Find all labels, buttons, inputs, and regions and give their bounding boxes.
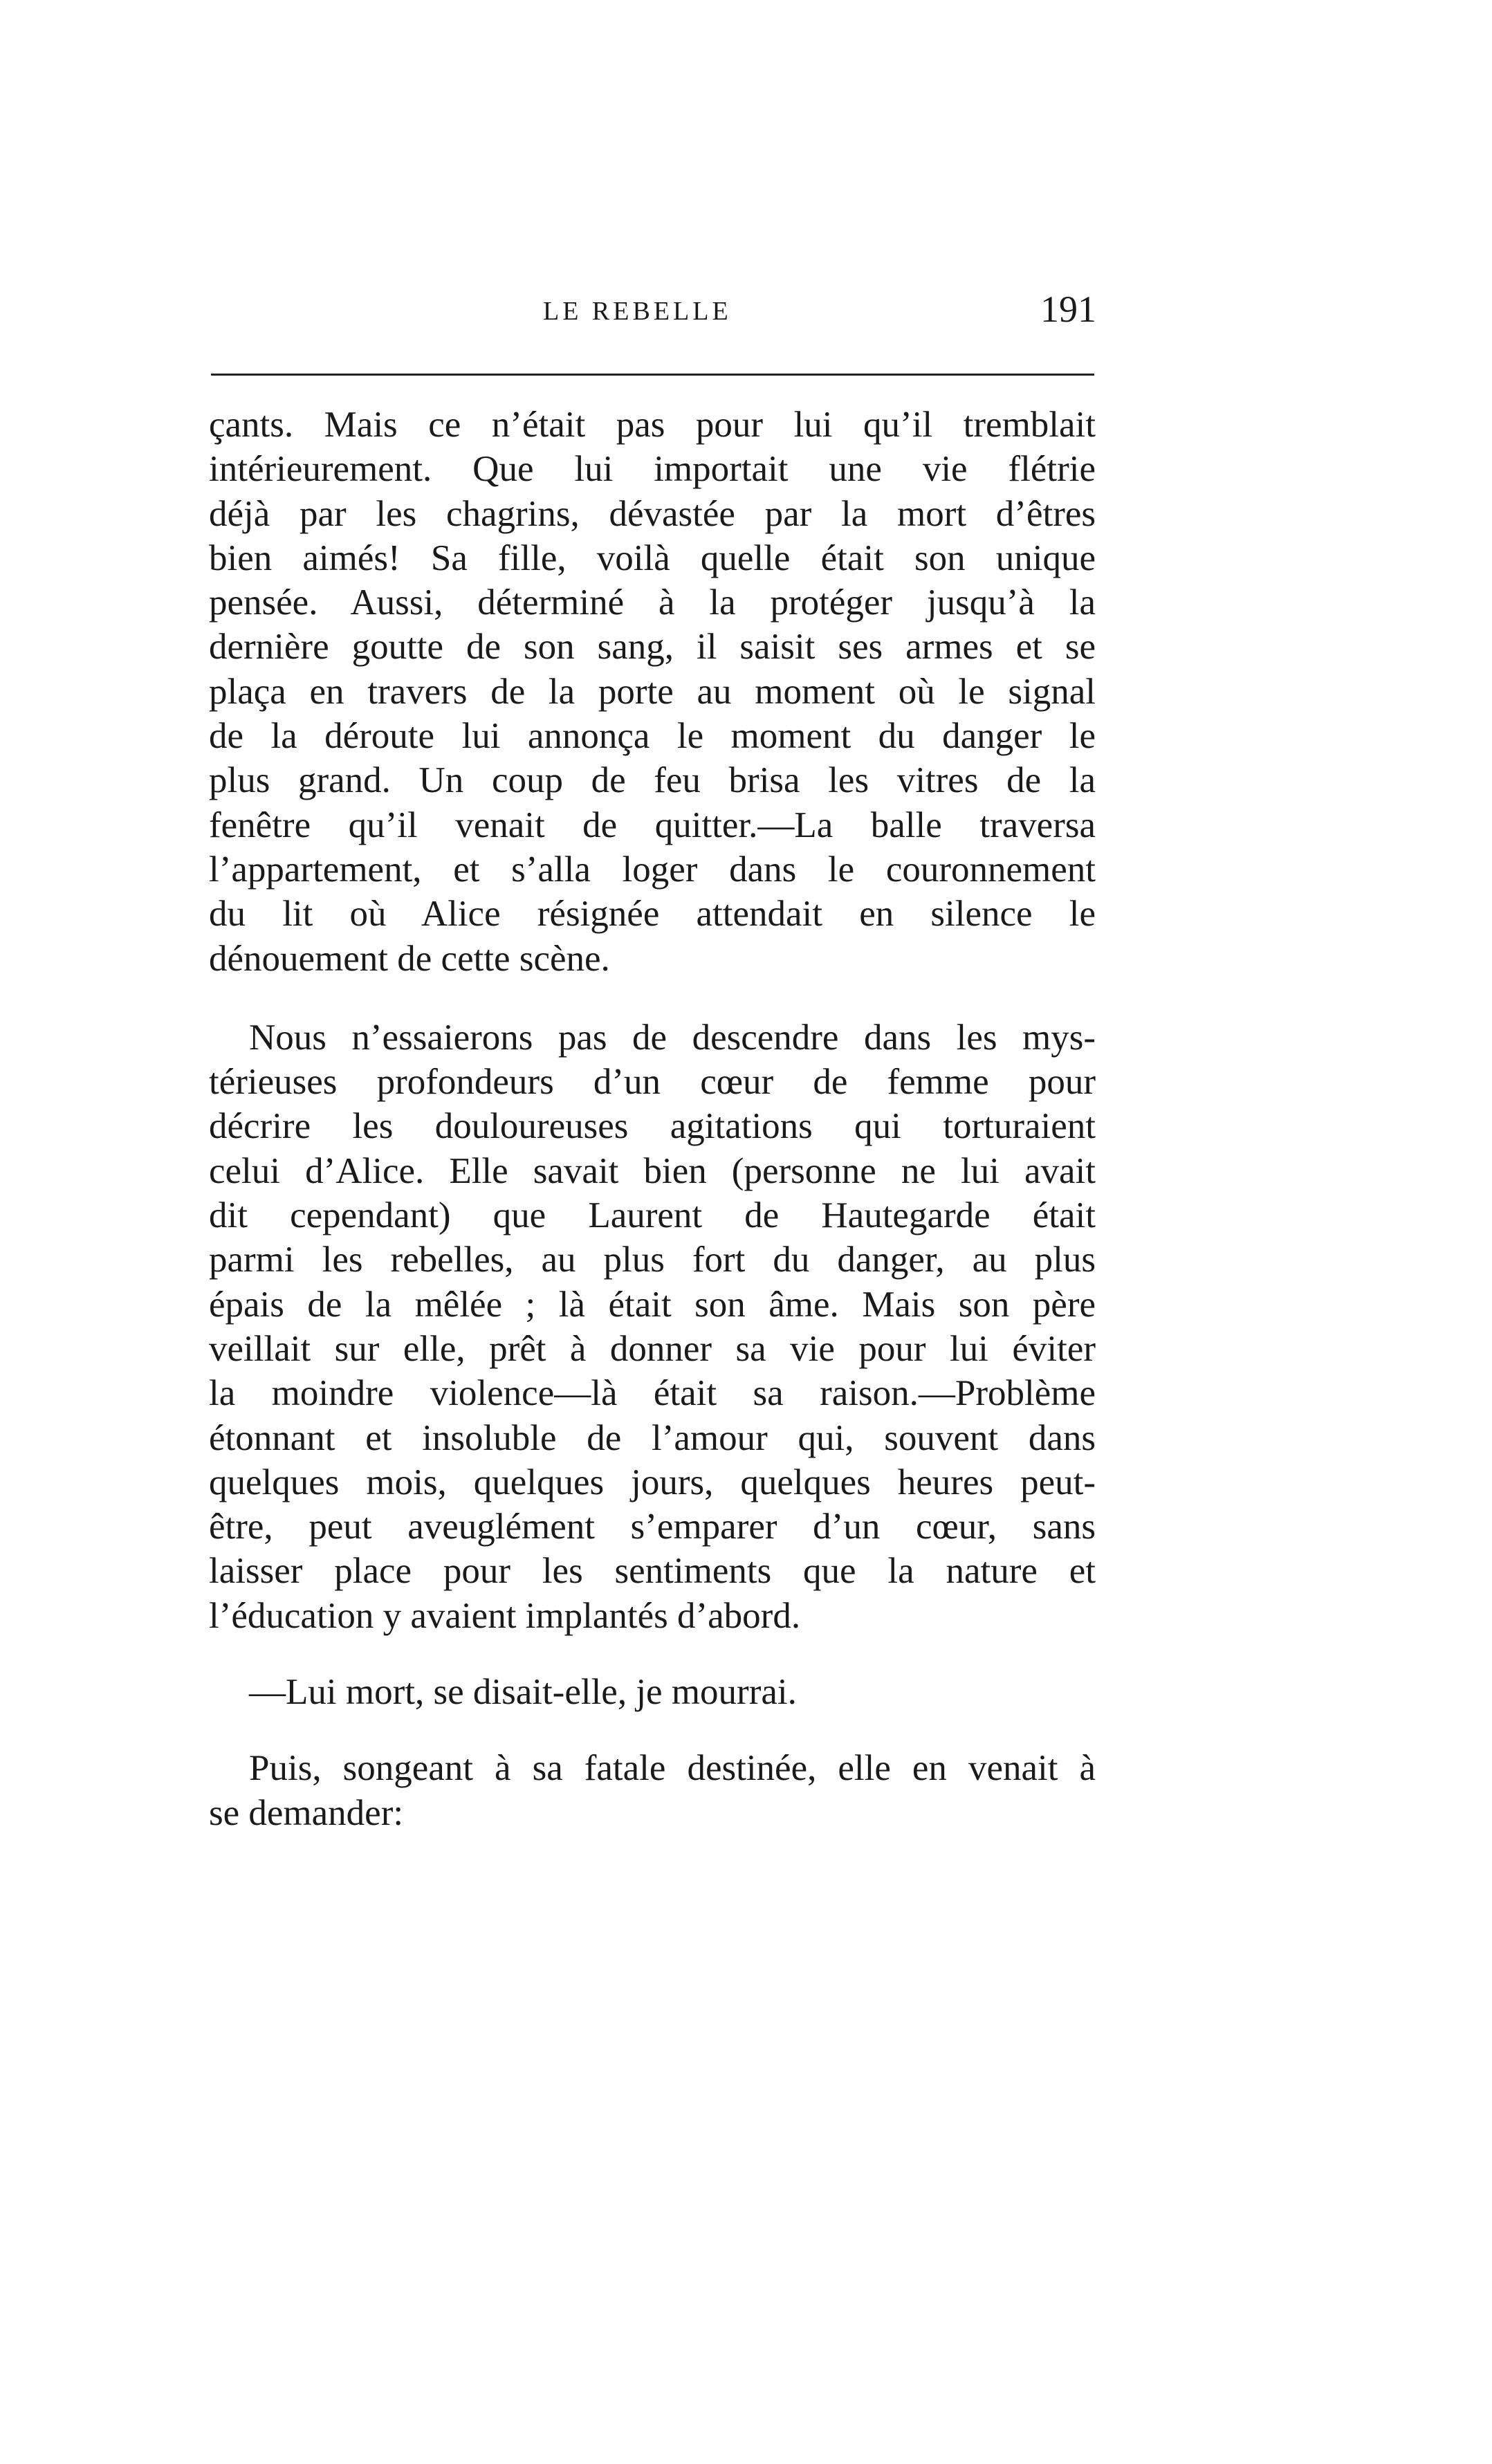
text-line: Nous n’essaierons pas de descendre dans les mys- — [249, 1017, 1096, 1058]
text-line: parmi les rebelles, au plus fort du danger, au plus — [209, 1240, 1096, 1280]
paragraph-3 — [209, 1670, 1096, 1714]
running-title: LE REBELLE — [543, 297, 732, 326]
text-line: du lit où Alice résignée attendait en silence le — [209, 894, 1096, 935]
text-line: la moindre violence—là était sa raison.—Problème — [209, 1373, 1096, 1414]
text-line: —Lui mort, se disait-elle, je mourrai. — [249, 1672, 797, 1713]
text-line: se demander: — [209, 1792, 404, 1833]
page-header — [208, 289, 1096, 344]
text-line: plaça en travers de la porte au moment où le signal — [209, 671, 1096, 712]
text-line: l’appartement, et s’alla loger dans le couronnement — [209, 849, 1096, 890]
text-line: déjà par les chagrins, dévastée par la mort d’êtres — [209, 493, 1096, 534]
text-line: dit cependant) que Laurent de Hautegarde était — [209, 1195, 1096, 1236]
body-text — [209, 403, 1096, 1835]
text-line: laisser place pour les sentiments que la nature et — [209, 1551, 1096, 1592]
text-line: l’éducation y avaient implantés d’abord. — [209, 1595, 801, 1636]
text-line: quelques mois, quelques jours, quelques heures peut- — [209, 1462, 1096, 1502]
text-line: çants. Mais ce n’était pas pour lui qu’il tremblait — [209, 405, 1096, 445]
text-line: Puis, songeant à sa fatale destinée, elle en venait à — [249, 1748, 1096, 1789]
paragraph-4 — [209, 1746, 1096, 1835]
page-number: 191 — [1040, 288, 1096, 330]
text-line: étonnant et insoluble de l’amour qui, souvent dans — [209, 1417, 1096, 1458]
text-line: pensée. Aussi, déterminé à la protéger jusqu’à la — [209, 582, 1096, 623]
text-line: celui d’Alice. Elle savait bien (personne ne lui avait — [209, 1150, 1096, 1191]
text-line: térieuses profondeurs d’un cœur de femme pour — [209, 1062, 1096, 1103]
text-line: être, peut aveuglément s’emparer d’un cœur, sans — [209, 1507, 1096, 1547]
paragraph-2 — [209, 1015, 1096, 1638]
text-line: épais de la mêlée ; là était son âme. Mais son père — [209, 1284, 1096, 1325]
text-line: plus grand. Un coup de feu brisa les vitres de la — [209, 760, 1096, 801]
text-line: dernière goutte de son sang, il saisit ses armes et se — [209, 627, 1096, 668]
header-rule — [211, 374, 1094, 376]
text-line: bien aimés! Sa fille, voilà quelle était son unique — [209, 537, 1096, 578]
paragraph-1 — [209, 403, 1096, 981]
text-line: dénouement de cette scène. — [209, 938, 610, 979]
text-line: décrire les douloureuses agitations qui torturaient — [209, 1106, 1096, 1147]
text-line: fenêtre qu’il venait de quitter.—La balle traversa — [209, 805, 1096, 845]
text-line: de la déroute lui annonça le moment du danger le — [209, 716, 1096, 757]
text-line: intérieurement. Que lui importait une vie flétrie — [209, 449, 1096, 490]
text-line: veillait sur elle, prêt à donner sa vie pour lui éviter — [209, 1328, 1096, 1369]
